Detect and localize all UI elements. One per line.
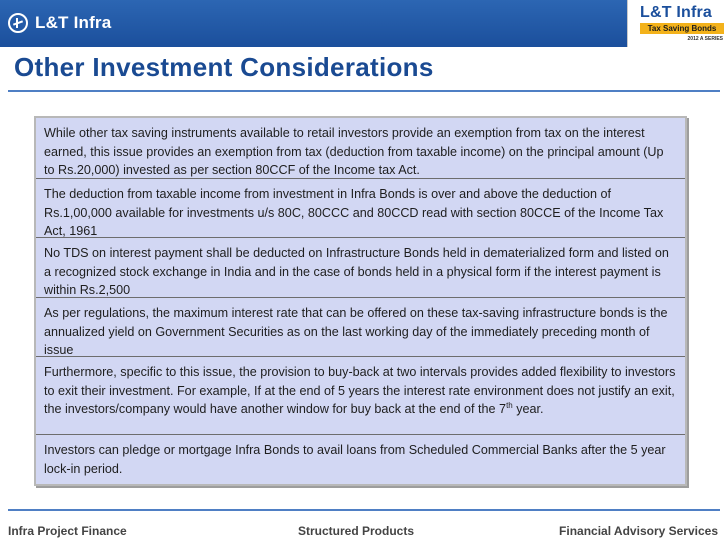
consideration-row — [36, 237, 685, 297]
page-title: Other Investment Considerations — [14, 52, 434, 82]
row-text: The deduction from taxable income from investment in Infra Bonds is over and above the deduction of Rs.1,00,000 available for investments u/s 80C, 80CCC and 80CCD read with section 80CCE of the Income Tax Act, 1961 — [44, 187, 664, 238]
row-superscript: th — [506, 400, 513, 410]
considerations-table — [34, 116, 687, 486]
consideration-row — [36, 118, 685, 178]
header-bar — [0, 0, 728, 47]
row-text: As per regulations, the maximum interest rate that can be offered on these tax-saving infrastructure bonds is the annualized yield on Government Securities as on the last working day of the immediately preceding month of issue — [44, 306, 668, 357]
company-logo — [8, 8, 111, 38]
row-text: No TDS on interest payment shall be deducted on Infrastructure Bonds held in dematerialized form and listed on a recognized stock exchange in India and in the case of bonds held in a physical form if the interest payment is within Rs.2,500 — [44, 246, 669, 297]
consideration-row — [36, 434, 685, 484]
badge-series: 2012 A SERIES — [687, 36, 723, 42]
badge-title: L&T Infra — [640, 4, 713, 21]
footer-right: Financial Advisory Services — [559, 524, 718, 538]
footer-center: Structured Products — [298, 524, 415, 538]
consideration-row — [36, 178, 685, 237]
footer-left: Infra Project Finance — [8, 524, 127, 538]
title-divider — [8, 90, 720, 92]
row-text: Furthermore, specific to this issue, the provision to buy-back at two intervals provides added flexibility to investors to exit their investment. For example, If at the end of 5 years the interest rate environment does not justify an exit, the investors/company would have another window for buy back at the end of the 7 — [44, 365, 676, 416]
badge-strip: Tax Saving Bonds — [640, 23, 724, 34]
footer-divider — [8, 509, 720, 511]
product-badge — [627, 0, 728, 47]
row-text: Investors can pledge or mortgage Infra Bonds to avail loans from Scheduled Commercial Banks after the 5 year lock-in period. — [44, 443, 666, 476]
logo-text: L&T Infra — [35, 13, 112, 32]
consideration-row — [36, 356, 685, 434]
lt-logo-icon — [8, 13, 28, 33]
consideration-row — [36, 297, 685, 356]
row-text: While other tax saving instruments available to retail investors provide an exemption from tax on the interest earned, this issue provides an exemption from tax (deduction from taxable income) on the principal amount (Up to Rs.20,000) invested as per section 80CCF of the Income tax Act. — [44, 126, 664, 177]
row-text-end: year. — [512, 402, 544, 416]
